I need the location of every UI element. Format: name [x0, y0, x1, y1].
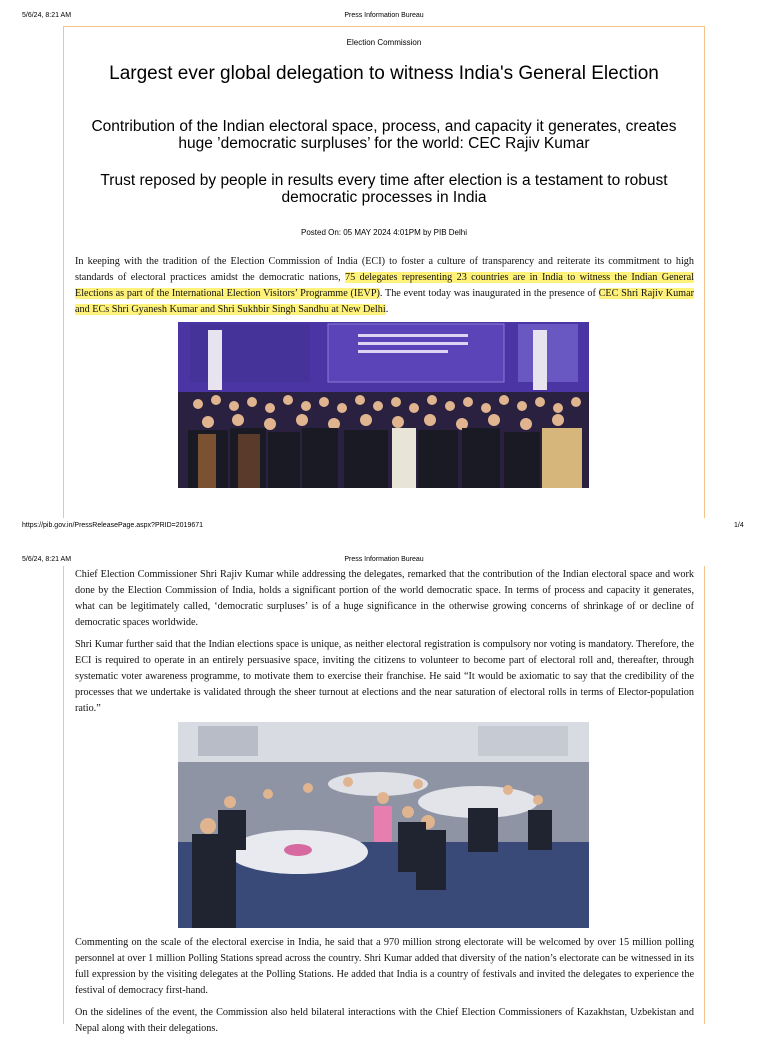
text-run: . The event today was inaugurated in the presence of [379, 288, 599, 299]
posted-on-line: Posted On: 05 MAY 2024 4:01PM by PIB Delhi [300, 228, 468, 237]
group-photo-illustration [178, 322, 589, 488]
body-paragraph: Shri Kumar further said that the Indian elections space is unique, as neither electoral registration is compulsory nor voting is mandatory. Therefore, the ECI is required to operate in an entirely persuasive space, inviting the citizens to volunteer to become part of electoral roll and, thereafter, through systematic voter awareness programme, to motivate them to exercise their franchise. He said “It would be axiomatic to say that the credibility of the processes that we undertake is validated through the sheer turnout at elections and the near saturation of electoral rolls in terms of Elector-population ratio.” [75, 639, 694, 714]
subtitle: Trust reposed by people in results every time after election is a testament to robust democratic processes in India [100, 172, 668, 206]
text-run: . [385, 304, 389, 315]
subtitle: Contribution of the Indian electoral space, process, and capacity it generates, creates huge ’democratic surpluses’ for the world: CEC Rajiv Kumar [91, 118, 677, 152]
body-paragraph: Commenting on the scale of the electoral exercise in India, he said that a 970 million strong electorate will be welcomed by over 15 million polling personnel at over 1 million Polling Stations spread across the country. Shri Kumar added that diversity of the nation’s electorate can be witnessed in its full expression by the visiting delegates at the Polling Stations. He added that India is a country of festivals and invited the delegates to experience the festival of democracy first-hand. [75, 937, 694, 996]
department-label: Election Commission [346, 38, 422, 47]
page-number: 1/4 [734, 522, 744, 529]
body-paragraph: Chief Election Commissioner Shri Rajiv Kumar while addressing the delegates, remarked that the contribution of the Indian electoral space and work done by the Election Commission of India, holds a significant portion of the world democratic space. In terms of process and capacity it generates, what can be legitimately called, ‘democratic surpluses’ is of a huge significance in the otherwise growing concerns of shrinkage of or decline of democratic spaces worldwide. [75, 569, 694, 628]
page-title: Largest ever global delegation to witness India's General Election [109, 63, 659, 84]
highlighted-text: 75 delegates representing 23 countries are in India to witness the Indian General Elections as part of the International Election Visitors’ Programme (IEVP) [75, 272, 694, 299]
page-header-source: Press Information Bureau [344, 12, 424, 19]
text-run: In keeping with the tradition of the Election Commission of India (ECI) to foster a culture of transparency and reiterate its commitment to high standards of electoral practices amidst the democratic nations, [75, 256, 694, 283]
page-header-timestamp: 5/6/24, 8:21 AM [22, 12, 72, 19]
conference-hall-photo [178, 722, 589, 928]
page-header-timestamp: 5/6/24, 8:21 AM [22, 556, 72, 563]
conference-photo-illustration [178, 722, 589, 928]
page-footer-url[interactable]: https://pib.gov.in/PressReleasePage.aspx?PRID=2019671 [22, 522, 204, 529]
highlighted-text: CEC Shri Rajiv Kumar and ECs Shri Gyanesh Kumar and Shri Sukhbir Singh Sandhu at New Delhi [75, 288, 695, 315]
intro-paragraph [75, 254, 694, 318]
delegates-group-photo [178, 322, 589, 488]
body-paragraph: On the sidelines of the event, the Commission also held bilateral interactions with the Chief Election Commissioners of Kazakhstan, Uzbekistan and Nepal along with their delegations. [75, 1007, 694, 1034]
page-header-source: Press Information Bureau [344, 556, 424, 563]
